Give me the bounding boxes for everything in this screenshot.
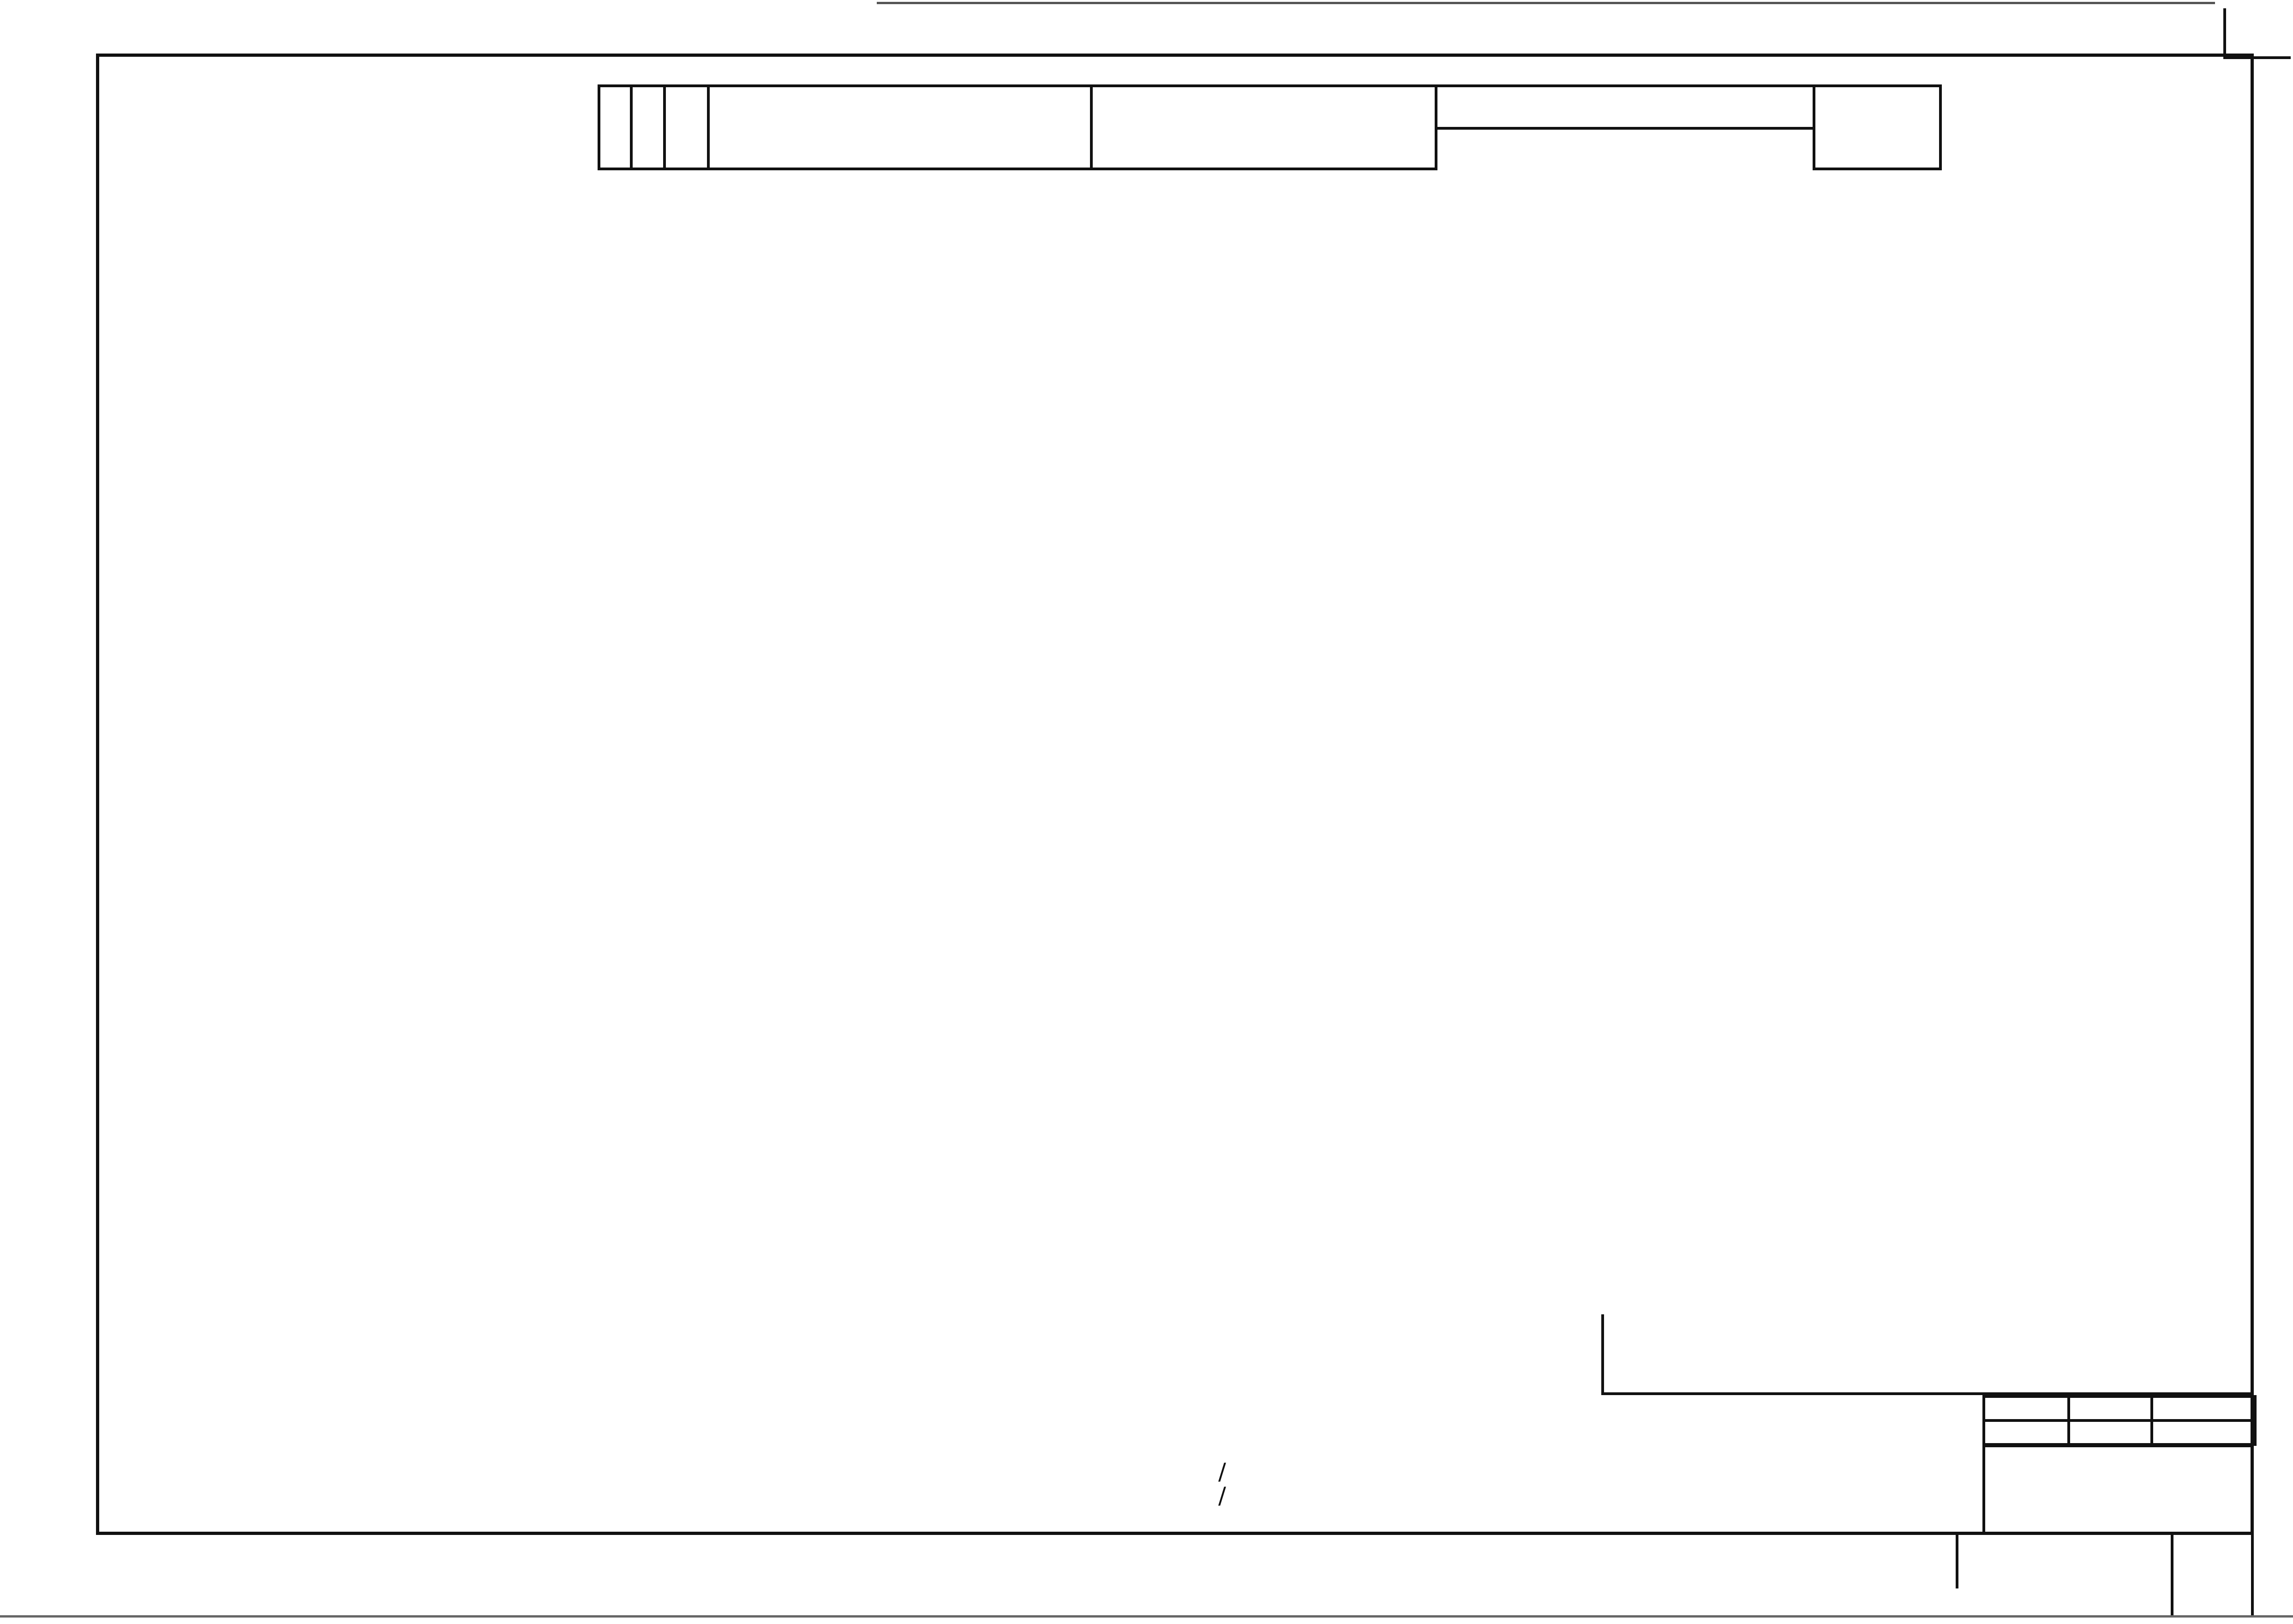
page-number: [2171, 1533, 2254, 1616]
header-position: [665, 86, 708, 169]
sheets-label: [2152, 1396, 2255, 1420]
document-code: [1601, 1314, 2254, 1395]
sheet-label: [2069, 1396, 2152, 1420]
stage-label: [1984, 1396, 2069, 1420]
header-designation: [708, 86, 1091, 169]
header-name: [1091, 86, 1436, 169]
header-note: [1814, 86, 1940, 169]
header-zone: [631, 86, 665, 169]
revision-mark: /: [1218, 1482, 1226, 1509]
bottom-edge-line: [0, 1615, 2293, 1618]
sheet-value: [2069, 1420, 2152, 1444]
organization-name: [1982, 1444, 2254, 1535]
header-qty-group: [1436, 86, 1814, 128]
header-format: [599, 86, 631, 169]
stage-sheet-table: [1982, 1395, 2257, 1446]
specification-table: [598, 84, 1942, 170]
sheets-value: [2152, 1420, 2255, 1444]
drawing-frame: [96, 54, 2254, 1535]
revision-mark: /: [1218, 1458, 1226, 1485]
stage-value: [1984, 1420, 2069, 1444]
sheet-number-top: [2223, 8, 2291, 59]
inventory-number: [1956, 1533, 2171, 1588]
top-edge-line: [877, 2, 2215, 4]
